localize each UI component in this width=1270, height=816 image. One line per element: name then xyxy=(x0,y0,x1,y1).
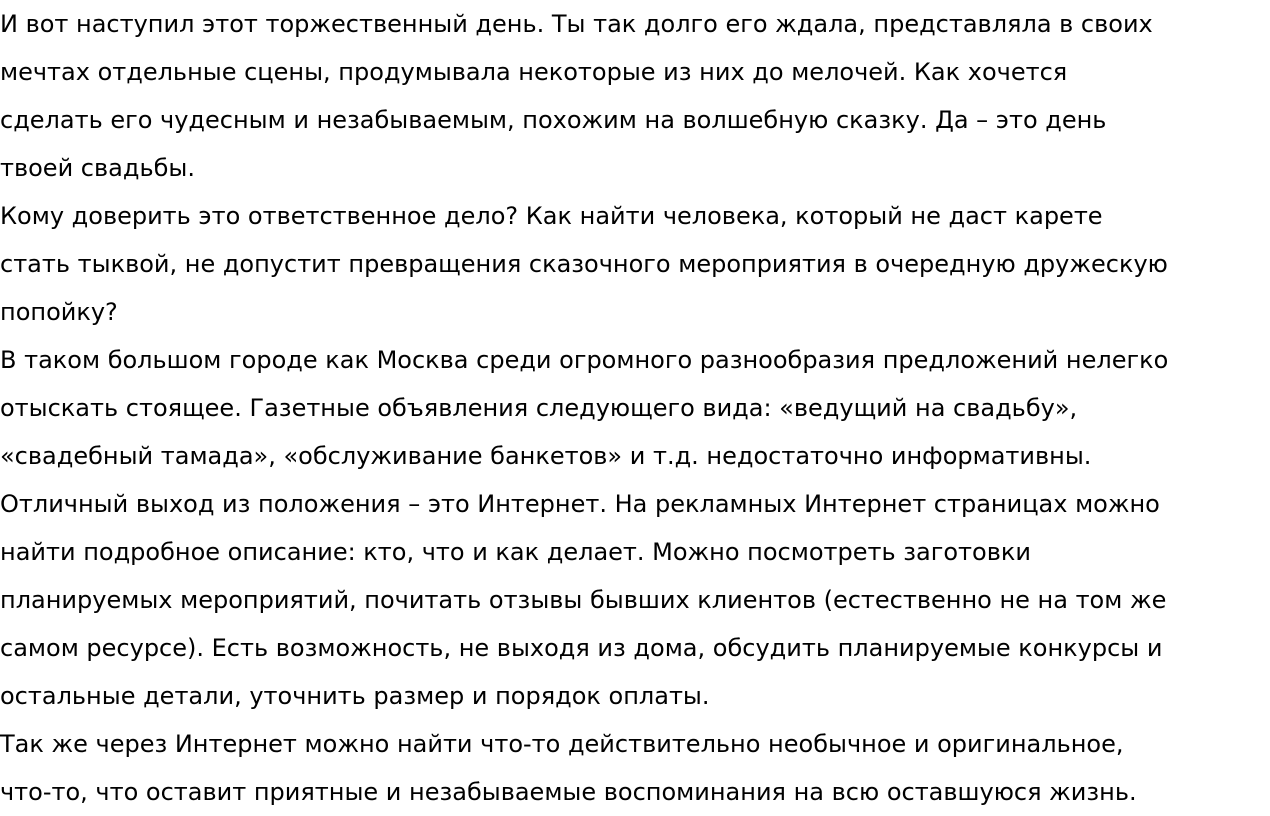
paragraph-line: планируемых мероприятий, почитать отзывы бывших клиентов (естественно не на том же xyxy=(0,586,1167,614)
paragraph-line: Так же через Интернет можно найти что-то действительно необычное и оригинальное, xyxy=(0,730,1124,758)
paragraph-line: что-то, что оставит приятные и незабываемые воспоминания на всю оставшуюся жизнь. xyxy=(0,778,1137,806)
paragraph-line: твоей свадьбы. xyxy=(0,154,195,182)
paragraph-1 xyxy=(0,0,1270,192)
paragraph-line: остальные детали, уточнить размер и порядок оплаты. xyxy=(0,682,710,710)
paragraph-line: И вот наступил этот торжественный день. Ты так долго его ждала, представляла в своих xyxy=(0,10,1153,38)
paragraph-line: самом ресурсе). Есть возможность, не выходя из дома, обсудить планируемые конкурсы и xyxy=(0,634,1163,662)
paragraph-5 xyxy=(0,720,1270,816)
paragraph-line: стать тыквой, не допустит превращения сказочного мероприятия в очередную дружескую xyxy=(0,250,1168,278)
paragraph-line: В таком большом городе как Москва среди огромного разнообразия предложений нелегко xyxy=(0,346,1169,374)
paragraph-line: найти подробное описание: кто, что и как делает. Можно посмотреть заготовки xyxy=(0,538,1031,566)
paragraph-line: отыскать стоящее. Газетные объявления следующего вида: «ведущий на свадьбу», xyxy=(0,394,1078,422)
paragraph-2 xyxy=(0,192,1270,336)
paragraph-line: попойку? xyxy=(0,298,118,326)
paragraph-4 xyxy=(0,480,1270,720)
paragraph-line: сделать его чудесным и незабываемым, похожим на волшебную сказку. Да – это день xyxy=(0,106,1107,134)
paragraph-line: «свадебный тамада», «обслуживание банкетов» и т.д. недостаточно информативны. xyxy=(0,442,1092,470)
paragraph-line: Кому доверить это ответственное дело? Как найти человека, который не даст карете xyxy=(0,202,1103,230)
paragraph-line: Отличный выход из положения – это Интернет. На рекламных Интернет страницах можно xyxy=(0,490,1160,518)
paragraph-line: мечтах отдельные сцены, продумывала некоторые из них до мелочей. Как хочется xyxy=(0,58,1068,86)
paragraph-3 xyxy=(0,336,1270,480)
